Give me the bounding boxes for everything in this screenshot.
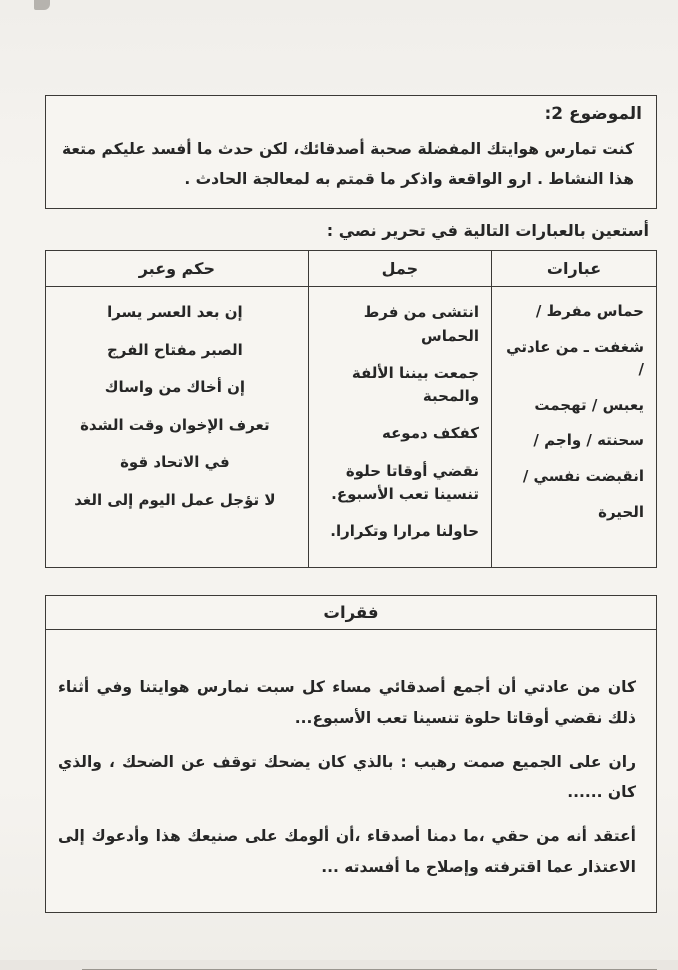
sentence-item: حاولنا مرارا وتكرارا. [330, 522, 480, 541]
scan-fold-mark [34, 0, 50, 10]
wisdom-item: الصبر مفتاح الفرج [106, 340, 243, 359]
sentences-cell [308, 287, 491, 568]
expression-item: الحيرة [598, 502, 644, 521]
topic-title: الموضوع 2: [544, 104, 642, 124]
phrases-table [45, 250, 657, 568]
wisdom-item: تعرف الإخوان وقت الشدة [80, 415, 270, 434]
sentence-item: نقضي أوقاتا حلوة تنسينا تعب الأسبوع. [331, 461, 480, 503]
expressions-cell [492, 287, 657, 568]
wisdom-item: إن بعد العسر يسرا [107, 303, 243, 322]
sentence-item: كفكف دموعه [381, 424, 480, 443]
table-body-row [46, 287, 657, 568]
wisdom-item: في الاتحاد قوة [120, 453, 230, 472]
instruction-text: أستعين بالعبارات التالية في تحرير نصي : [326, 221, 649, 241]
expression-item: سحنته / واجم / [533, 431, 644, 450]
paragraph-text: كان من عادتي أن أجمع أصدقائي مساء كل سبت نمارس هوايتنا وفي أثناء ذلك نقضي أوقاتا حلوة تنسينا تعب الأسبوع... [58, 678, 636, 727]
paragraph-text: ران على الجميع صمت رهيب : بالذي كان يضحك توقف عن الضحك ، والذي كان ...... [58, 752, 636, 802]
expression-item: يعبس / تهجمت [534, 395, 644, 414]
expression-item: انقبضت نفسي / [522, 467, 644, 486]
wisdom-item: لا تؤجل عمل اليوم إلى الغد [74, 490, 276, 509]
paragraph-text: أعتقد أنه من حقي ،ما دمنا أصدقاء ،أن ألومك على صنيعك هذا وأدعوك إلى الاعتذار عما اقترفته وإصلاح ما أفسدته ... [58, 827, 636, 876]
wisdom-cell [46, 287, 309, 568]
expression-item: شغفت ـ من عادتي / [506, 338, 644, 378]
topic-body-text: كنت تمارس هوايتك المفضلة صحبة أصدقائك، لكن حدث ما أفسد عليكم متعة هذا النشاط . ارو الواقعة واذكر ما قمتم به لمعالجة الحادث . [62, 140, 634, 189]
expression-item: حماس مفرط / [535, 302, 644, 321]
sentence-item: جمعت بيننا الألفة والمحبة [351, 363, 480, 406]
header-expressions: عبارات [492, 251, 657, 287]
header-sentences: جمل [308, 251, 491, 287]
sentence-item: انتشى من فرط الحماس [363, 303, 480, 345]
paragraphs-body [46, 630, 656, 911]
paragraphs-title: فقرات [46, 596, 656, 630]
wisdom-item: إن أخاك من واساك [104, 378, 246, 397]
table-header-row [46, 251, 657, 287]
paragraphs-box [45, 595, 657, 912]
header-wisdom: حكم وعبر [46, 251, 309, 287]
topic-box [45, 95, 657, 209]
